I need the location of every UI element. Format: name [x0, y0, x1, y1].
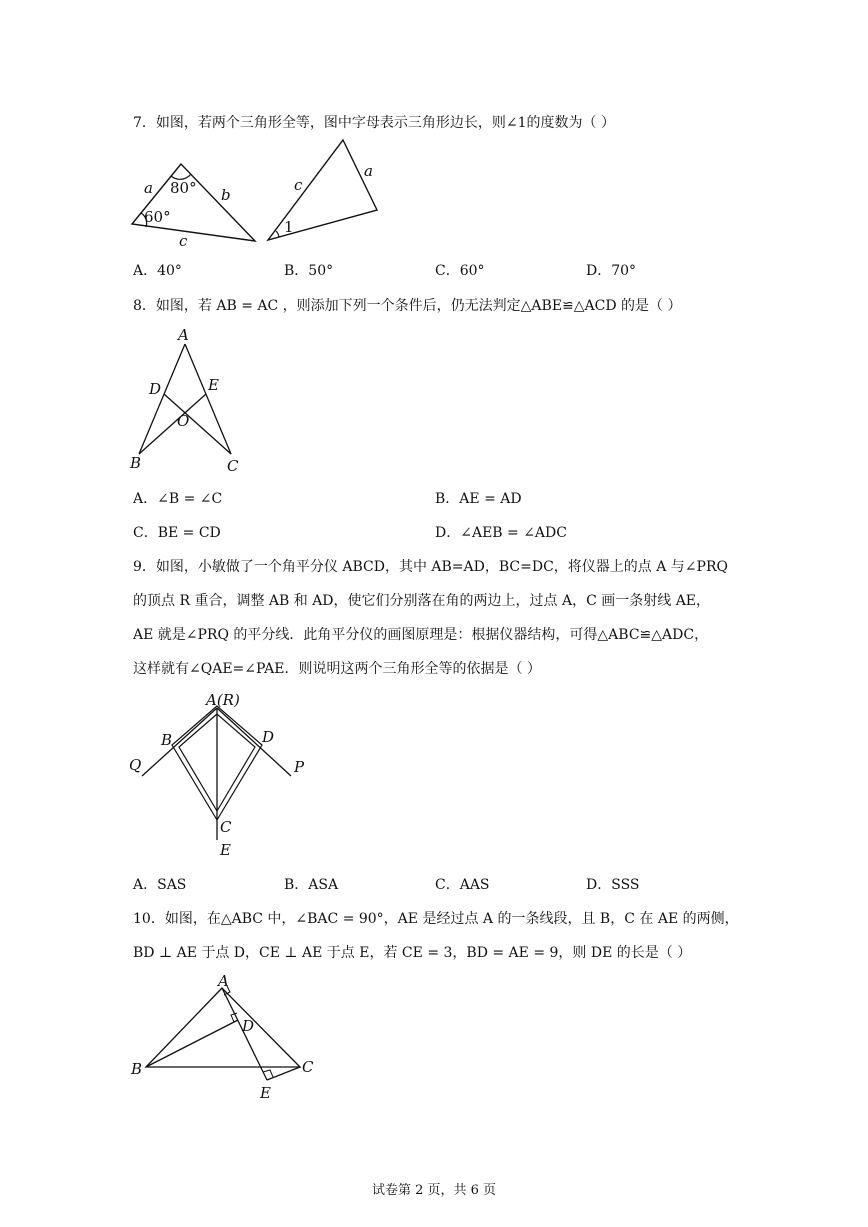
q7-figure-right [262, 134, 382, 244]
q9-label-e: E [220, 841, 231, 859]
q8-label-b: B [130, 454, 142, 472]
q10-label-e: E [260, 1084, 271, 1102]
q9-line-3: AE 就是∠PRQ 的平分线．此角平分仪的画图原理是：根据仪器结构，可得△ABC≌△ADC， [133, 627, 709, 643]
q8-segment-be [139, 394, 206, 454]
q9-option-b[interactable]: B．ASA [284, 877, 339, 893]
q8-label-e: E [208, 376, 219, 394]
q8-stem: 8．如图，若 AB = AC ，则添加下列一个条件后，仍无法判定△ABE≌△ACD 的是（ ） [133, 298, 682, 314]
q10-line-2: BD ⊥ AE 于点 D，CE ⊥ AE 于点 E，若 CE = 3，BD = AE = 9，则 DE 的长是（ ） [133, 945, 692, 961]
q9-label-p: P [294, 758, 305, 776]
q10-label-b: B [131, 1060, 143, 1078]
q9-option-c[interactable]: C．AAS [435, 877, 490, 893]
q9-label-q: Q [129, 756, 142, 774]
q7-left-triangle [132, 164, 255, 241]
q10-segment-bd [146, 1020, 238, 1067]
q7-figure-left [124, 158, 264, 253]
q7-label-c: c [179, 232, 188, 250]
q8-side-ab [139, 344, 185, 454]
q7-right-label-1: 1 [284, 218, 294, 236]
q9-ray-rp [217, 708, 291, 776]
q10-label-c: C [302, 1058, 314, 1076]
q10-line-1: 10．如图，在△ABC 中，∠BAC = 90°，AE 是经过点 A 的一条线段，且 B，C 在 AE 的两侧， [133, 911, 739, 927]
q7-label-a: a [144, 179, 153, 197]
q9-ray-rq [142, 708, 217, 776]
q7-right-label-a: a [364, 162, 373, 180]
q9-option-a[interactable]: A．SAS [133, 877, 187, 893]
q7-right-label-c: c [294, 176, 303, 194]
q10-label-a: A [218, 972, 229, 990]
q9-label-c: C [220, 818, 232, 836]
q7-stem: 7．如图，若两个三角形全等，图中字母表示三角形边长，则∠1的度数为（ ） [133, 115, 615, 131]
q10-figure [128, 974, 328, 1104]
q7-angle1-arc [276, 231, 279, 237]
q7-option-b[interactable]: B．50° [284, 263, 334, 279]
q7-label-b: b [221, 186, 231, 204]
q8-option-d[interactable]: D．∠AEB = ∠ADC [435, 525, 567, 541]
q7-option-a[interactable]: A．40° [133, 263, 182, 279]
q9-line-4: 这样就有∠QAE=∠PAE．则说明这两个三角形全等的依据是（ ） [133, 661, 541, 677]
q8-segment-cd [164, 394, 231, 454]
q9-figure [126, 690, 316, 860]
q9-line-2: 的顶点 R 重合，调整 AB 和 AD，使它们分别落在角的两边上，过点 A，C 画一条射线 AE， [133, 593, 711, 609]
q9-label-b: B [161, 731, 173, 749]
q7-option-c[interactable]: C．60° [435, 263, 485, 279]
q9-label-d: D [262, 728, 275, 746]
q8-label-a: A [178, 326, 189, 344]
q8-figure [128, 328, 248, 473]
q7-label-80: 80° [170, 179, 197, 197]
q10-label-d: D [242, 1017, 255, 1035]
q8-option-a[interactable]: A．∠B = ∠C [133, 491, 223, 507]
q7-option-d[interactable]: D．70° [586, 263, 637, 279]
q8-option-b[interactable]: B．AE = AD [435, 491, 522, 507]
q8-side-ac [185, 344, 231, 454]
q8-label-c: C [227, 457, 239, 475]
q8-label-d: D [149, 380, 162, 398]
q9-label-ar: A(R) [206, 691, 240, 709]
q7-label-60: 60° [144, 208, 171, 226]
q8-option-c[interactable]: C．BE = CD [133, 525, 221, 541]
q9-line-1: 9．如图，小敏做了一个角平分仪 ABCD，其中 AB=AD，BC=DC，将仪器上的点 A 与∠PRQ [133, 559, 728, 575]
q9-option-d[interactable]: D．SSS [586, 877, 640, 893]
page-footer: 试卷第 2 页，共 6 页 [371, 1183, 497, 1198]
q8-label-o: O [177, 412, 190, 430]
